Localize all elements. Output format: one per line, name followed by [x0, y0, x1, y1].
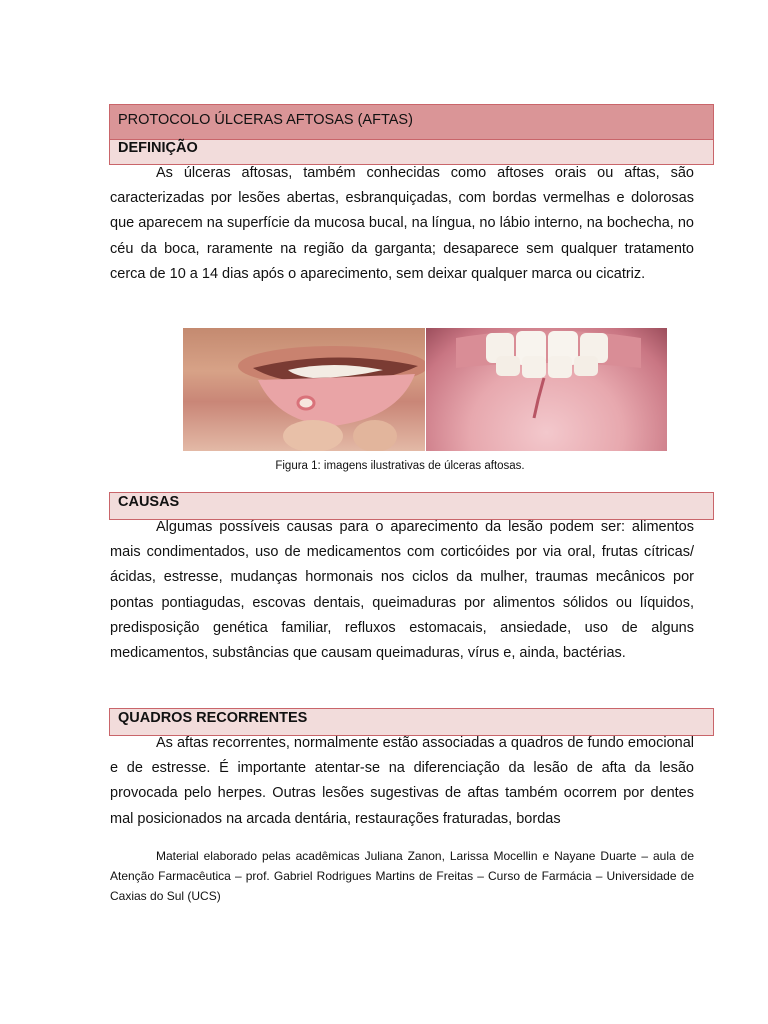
- section-heading-causas: CAUSAS: [109, 492, 714, 520]
- figure-image-gum-ulcer: [426, 328, 667, 451]
- figure-caption: Figura 1: imagens ilustrativas de úlceras aftosas.: [275, 460, 525, 472]
- document-title: PROTOCOLO ÚLCERAS AFTOSAS (AFTAS): [109, 104, 714, 139]
- paragraph-definicao: As úlceras aftosas, também conhecidas como aftoses orais ou aftas, são caracterizadas por lesões abertas, esbranquiçadas, com bordas vermelhas e dolorosas que aparecem na superfície da mucosa bucal, na língua, no lábio interno, na bochecha, no céu da boca, raramente na região da garganta; desaparece sem qualquer tratamento cerca de 10 a 14 dias após o aparecimento, sem deixar qualquer marca ou cicatriz.: [110, 165, 694, 282]
- section-heading-definicao: DEFINIÇÃO: [109, 139, 714, 165]
- section-heading-quadros-recorrentes: QUADROS RECORRENTES: [109, 708, 714, 736]
- footnote: Material elaborado pelas acadêmicas Juliana Zanon, Larissa Mocellin e Nayane Duarte – aula de Atenção Farmacêutica – prof. Gabriel Rodrigues Martins de Freitas – Curso de Farmácia – Universidade de Caxias do Sul (UCS): [110, 849, 694, 903]
- paragraph-causas: Algumas possíveis causas para o aparecimento da lesão podem ser: alimentos mais condimentados, uso de medicamentos com corticóides por via oral, frutas cítricas/ácidas, estresse, mudanças hormonais nos ciclos da mulher, traumas mecânicos por pontas pontiagudas, escovas dentais, queimaduras por alimentos sólidos ou líquidos, predisposição genética familiar, refluxos estomacais, ansiedade, uso de alguns medicamentos, substâncias que causam queimaduras, vírus e, ainda, bactérias.: [110, 519, 694, 662]
- paragraph-quadros-recorrentes: As aftas recorrentes, normalmente estão associadas a quadros de fundo emocional e de estresse. É importante atentar-se na diferenciação da lesão de afta da lesão provocada pelo herpes. Outras lesões sugestivas de aftas também ocorrem por dentes mal posicionados na arcada dentária, restaurações fraturadas, bordas: [110, 735, 694, 827]
- figure-image-lip-ulcer: [183, 328, 425, 451]
